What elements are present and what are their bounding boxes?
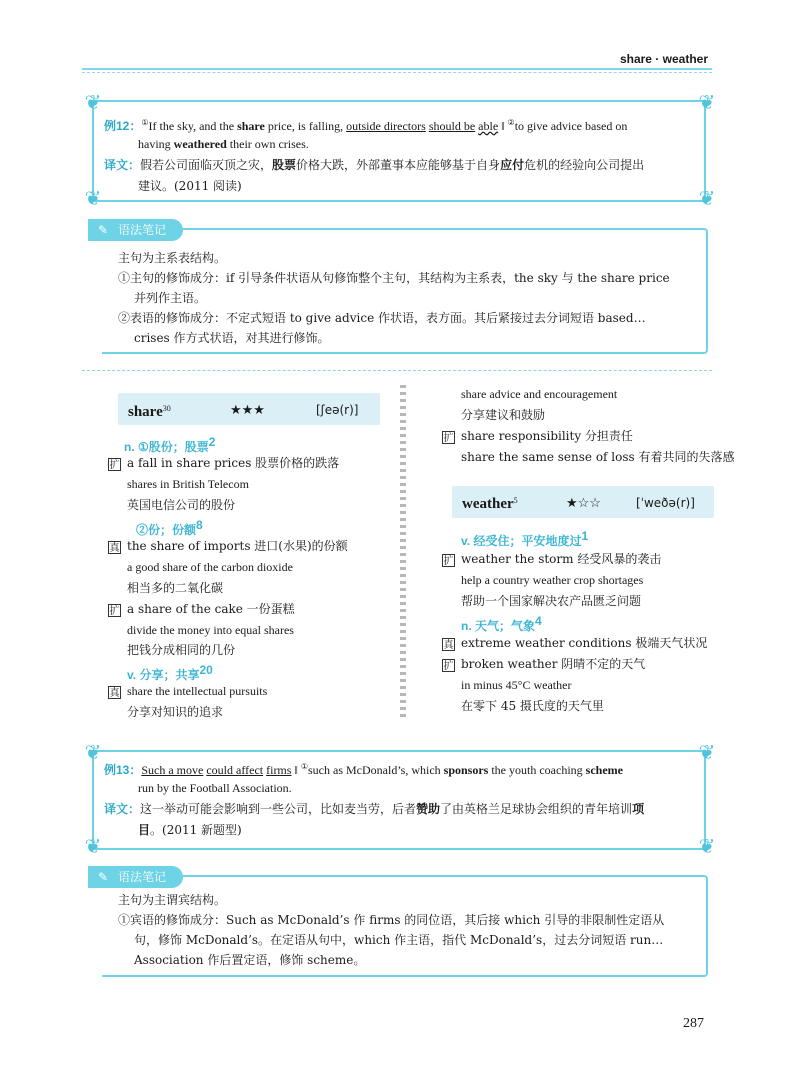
example-12-translation-line2: 建议。(2011 阅读) [138,179,242,193]
example-text: the share of imports 进口(水果)的份额 [127,539,348,553]
circled-number: ① [141,118,149,127]
share-sense-2 [136,516,203,539]
share-example: 分享建议和鼓励 [461,408,546,422]
weather-sense-2 [461,612,542,635]
pen-icon: ✎ [97,870,109,884]
headword: share [128,404,163,420]
extension-tag-icon: 扩 [443,433,454,444]
share-example [108,600,295,618]
weather-example: 在零下 45 摄氏度的天气里 [461,699,604,713]
subject-underline: Such a move [141,763,204,777]
translation-label: 译文： [104,802,141,816]
sense-label: v. 经受住；平安地度过 [461,534,582,548]
extension-tag-icon: 扩 [443,661,454,672]
corner-ornament-icon: ❦ [698,188,716,210]
text: 假若公司面临灭顶之灾， [140,158,273,172]
weather-sense-1 [461,527,588,550]
share-example [442,427,633,445]
real-exam-tag-icon: 真 [109,688,120,699]
keyword: scheme [585,763,623,777]
weather-example [442,550,661,568]
example-text: a share of the cake 一份蛋糕 [127,602,295,616]
corner-ornament-icon: ❦ [84,742,102,764]
extension-tag-icon: 扩 [109,606,120,617]
section-separator [82,370,712,371]
running-header: share · weather [619,52,708,66]
note-2-line: 句，修饰 McDonald’s。在定语从句中，which 作主语，指代 McDonald’s，过去分词短语 run… [134,933,664,947]
sense-frequency: 2 [208,435,216,449]
sense-label: n. 天气；气象 [461,619,535,633]
weather-stars: ★☆☆ [566,495,601,510]
note-1-line: 主句为主系表结构。 [118,251,227,265]
weather-example [442,634,707,652]
share-example [108,454,339,472]
share-sense-3 [127,661,213,684]
keyword: 应付 [500,158,525,172]
example-12-en-line2 [138,135,309,153]
note-title: 语法笔记 [118,870,167,884]
example-13-translation-line1 [104,800,644,818]
example-text: share responsibility 分担责任 [461,429,633,443]
column-divider [400,385,406,720]
sense-label: v. 分享；共享 [127,668,200,682]
real-exam-tag-icon: 真 [109,543,120,554]
example-text: weather the storm 经受风暴的袭击 [461,552,662,566]
example-text: extreme weather conditions 极端天气状况 [461,636,708,650]
text: price, is falling, [264,119,347,133]
share-sense-1 [124,433,215,456]
example-text: a fall in share prices 股票价格的跌落 [127,456,340,470]
share-headword [128,400,171,421]
note-1-line: crises 作方式状语，对其进行修饰。 [134,331,330,345]
grammar-note-1-tab [88,219,183,241]
circled-number: ② [507,118,515,127]
note-2-line: ①宾语的修饰成分：Such as McDonald’s 作 firms 的同位语，其后接 which 引导的非限制性定语从 [118,913,665,927]
example-label: 例12： [104,119,142,133]
corner-ornament-icon: ❦ [84,92,102,114]
extension-tag-icon: 扩 [109,460,120,471]
note-2-line: 主句为主谓宾结构。 [118,893,227,907]
text: to give advice based on [514,119,628,133]
share-phonetic: [ʃeə(r)] [316,403,359,417]
share-example: divide the money into equal shares [127,623,294,637]
note-1-line: ①主句的修饰成分：if 引导条件状语从句修饰整个主句，其结构为主系表，the sky 与 the share price [118,271,670,285]
share-example: 把钱分成相同的几份 [127,643,236,657]
share-example: share the same sense of loss 有着共同的失落感 [461,450,735,464]
corner-ornament-icon: ❦ [84,188,102,210]
text: having [138,137,174,151]
share-example: 英国电信公司的股份 [127,498,236,512]
keyword: weathered [173,137,227,151]
text: such as McDonald’s, which [308,763,444,777]
share-example: share advice and encouragement [461,387,618,401]
example-13-en-line2: run by the Football Association. [138,781,292,795]
text: 危机的经验向公司提出 [524,158,645,172]
share-example: shares in British Telecom [127,477,249,491]
example-13-translation-line2 [138,821,242,839]
weather-headword [462,492,518,513]
translation-label: 译文： [104,158,141,172]
weather-example [442,655,645,673]
keyword: sponsors [443,763,489,777]
example-12-translation-line1 [104,156,644,174]
text: their own crises. [226,137,309,151]
weather-example: 帮助一个国家解决农产品匮乏问题 [461,594,642,608]
keyword: 赞助 [416,802,441,816]
text: 。(2011 新题型) [150,823,242,837]
note-2-line: Association 作后置定语，修饰 scheme。 [134,953,366,967]
pen-icon: ✎ [97,223,109,237]
extension-tag-icon: 扩 [443,556,454,567]
keyword: 项 [632,802,645,816]
subject-underline: outside directors [346,119,426,133]
text: 这一举动可能会影响到一些公司，比如麦当劳，后者 [140,802,417,816]
share-example [108,537,348,555]
share-example: a good share of the carbon dioxide [127,560,293,574]
header-rule-dashed [82,72,712,73]
example-12-en-line1 [104,114,627,135]
share-example [108,682,267,700]
real-exam-tag-icon: 真 [443,640,454,651]
frequency: 30 [162,404,171,413]
page-number: 287 [683,1016,704,1031]
corner-ornament-icon: ❦ [698,92,716,114]
frequency: 5 [513,496,518,505]
share-stars: ★★★ [230,402,265,417]
example-text: share the intellectual pursuits [127,684,268,698]
weather-example: in minus 45°C weather [461,678,572,692]
example-text: broken weather 阴晴不定的天气 [461,657,646,671]
predicate-underline: should be [428,119,476,133]
note-1-line: ②表语的修饰成分：不定式短语 to give advice 作状语，表方面。其后紧接过去分词短语 based… [118,311,646,325]
header-rule [82,68,712,70]
keyword: 股票 [272,158,297,172]
object-underline: firms [266,763,292,777]
share-example: 分享对知识的追求 [127,705,224,719]
text: ‖ [498,119,508,133]
example-label: 例13： [104,763,142,777]
text: ‖ [291,763,301,777]
text: 价格大跌，外部董事本应能够基于自身 [296,158,501,172]
note-title: 语法笔记 [118,223,167,237]
complement-wavy: able [478,119,499,133]
note-1-line: 并列作主语。 [134,291,207,305]
circled-number: ① [300,762,308,771]
headword: weather [462,496,514,512]
sense-label: n. ①股份；股票 [124,440,209,454]
weather-phonetic: [ˈweðə(r)] [636,496,695,510]
predicate-underline: could affect [206,763,264,777]
text: If the sky, and the [148,119,238,133]
example-13-en-line1 [104,758,623,779]
text: 了由英格兰足球协会组织的青年培训 [440,802,633,816]
corner-ornament-icon: ❦ [84,836,102,858]
sense-frequency: 20 [199,663,213,677]
sense-frequency: 1 [581,529,589,543]
corner-ornament-icon: ❦ [698,742,716,764]
keyword: share [237,119,265,133]
grammar-note-2-tab [88,866,183,888]
keyword: 目 [138,823,151,837]
sense-frequency: 8 [196,518,203,532]
text: the youth coaching [488,763,586,777]
share-example: 相当多的二氧化碳 [127,581,224,595]
weather-example: help a country weather crop shortages [461,573,644,587]
sense-label: ②份；份额 [136,523,197,537]
corner-ornament-icon: ❦ [698,836,716,858]
sense-frequency: 4 [535,614,542,628]
